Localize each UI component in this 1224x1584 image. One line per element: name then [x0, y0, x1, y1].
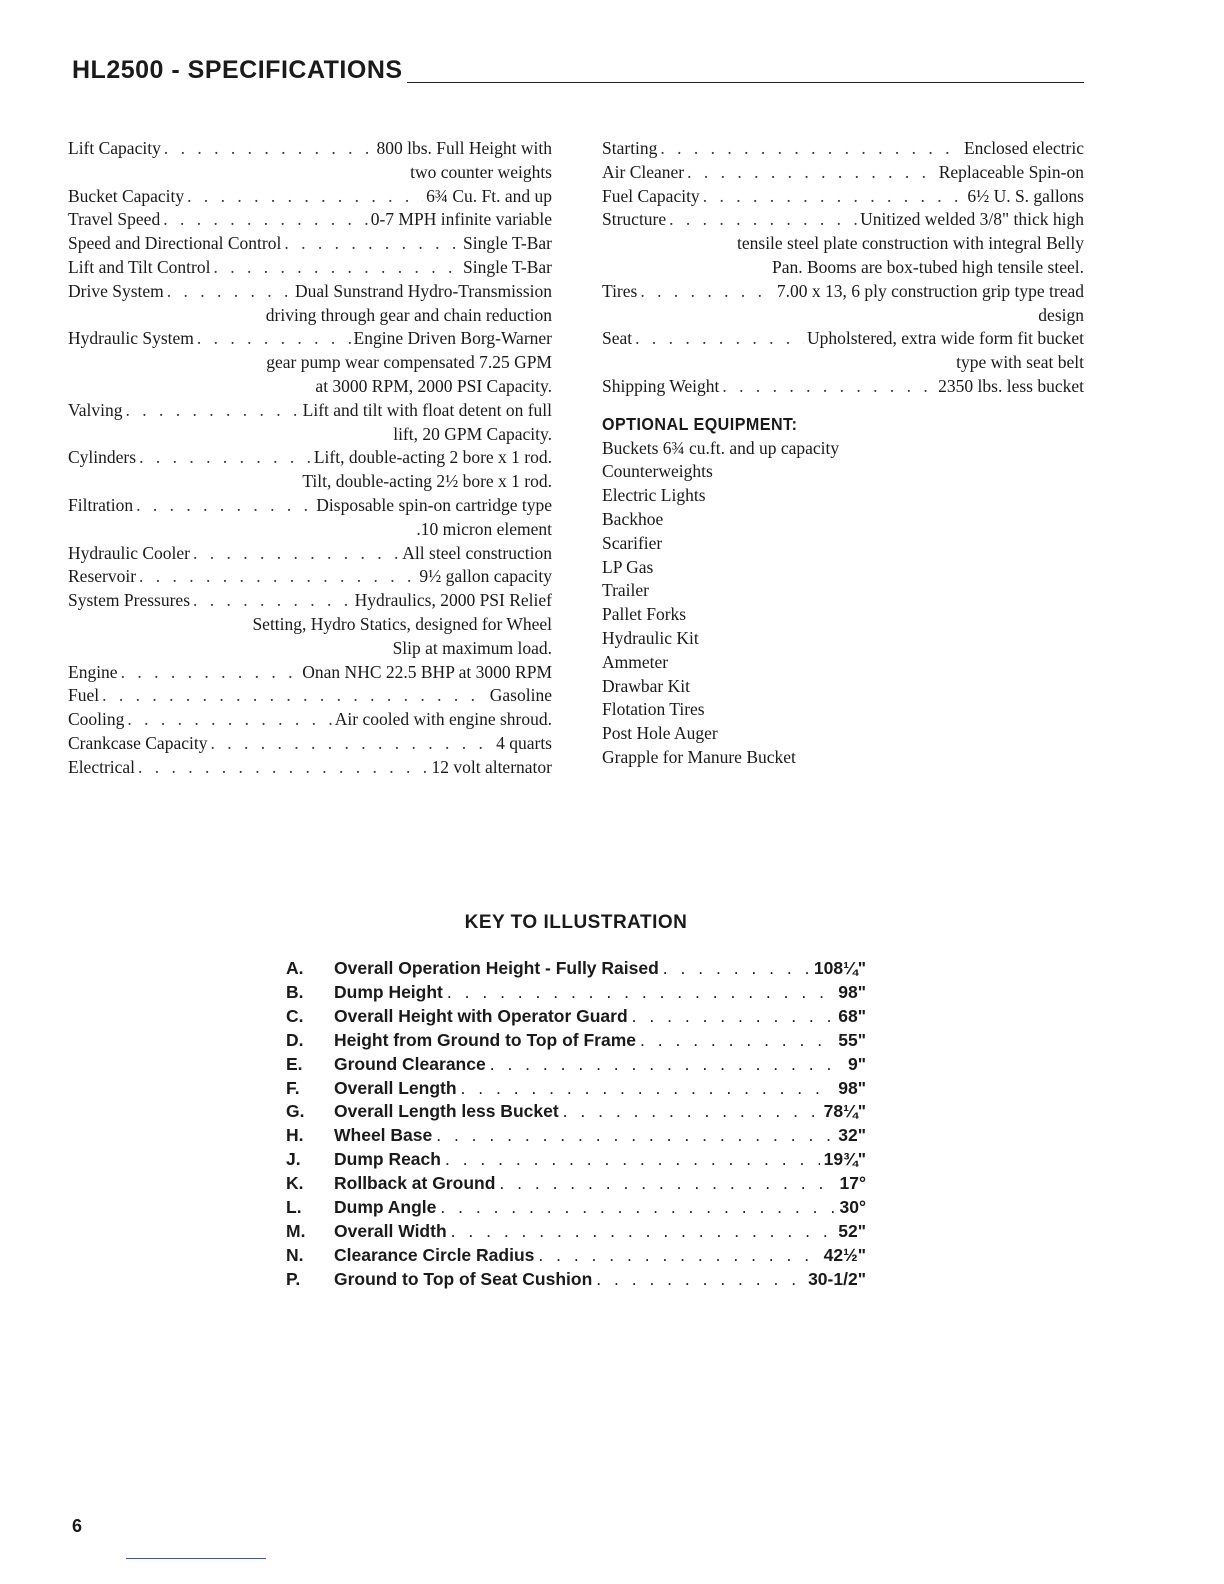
key-row	[286, 1124, 866, 1148]
spec-row	[68, 589, 552, 613]
spec-row	[68, 137, 552, 161]
spec-label: Lift and Tilt Control	[68, 256, 211, 277]
spec-value-continued: two counter weights	[410, 161, 552, 182]
spec-value-continued: Slip at maximum load.	[392, 637, 552, 658]
key-row	[286, 981, 866, 1005]
spec-row	[602, 185, 1084, 209]
spec-value: Gasoline	[489, 685, 552, 706]
spec-value: Upholstered, extra wide form fit bucket	[807, 328, 1084, 349]
optional-equipment-list	[602, 437, 1084, 770]
key-letter: L.	[286, 1197, 302, 1218]
spec-value: 7.00 x 13, 6 ply construction grip type tread	[776, 280, 1084, 301]
spec-value: Disposable spin-on cartridge type	[316, 494, 552, 515]
key-label: Overall Height with Operator Guard	[334, 1005, 628, 1026]
key-letter: N.	[286, 1244, 304, 1265]
spec-value: Enclosed electric	[963, 138, 1084, 158]
leader-dots	[538, 1244, 819, 1268]
optional-equipment-item: Scarifier	[602, 532, 663, 553]
spec-label: Seat	[602, 328, 633, 349]
leader-dots	[139, 446, 311, 470]
key-label: Dump Angle	[334, 1197, 437, 1218]
spec-value-continued: driving through gear and chain reduction	[265, 304, 552, 325]
spec-row	[602, 208, 1084, 232]
key-label: Overall Width	[334, 1220, 447, 1241]
leader-dots	[596, 1268, 804, 1292]
leader-dots	[436, 1124, 834, 1148]
key-letter: E.	[286, 1053, 303, 1074]
leader-dots	[499, 1172, 835, 1196]
key-label: Height from Ground to Top of Frame	[334, 1029, 637, 1050]
key-label: Ground Clearance	[334, 1053, 486, 1074]
spec-item	[68, 446, 552, 494]
leader-dots	[640, 280, 773, 304]
leader-dots	[213, 256, 460, 280]
spec-value: Air cooled with engine shroud.	[334, 709, 552, 730]
spec-item	[68, 756, 552, 780]
optional-equipment-item: LP Gas	[602, 556, 654, 577]
leader-dots	[197, 327, 351, 351]
spec-item	[68, 732, 552, 756]
optional-equipment-item: Grapple for Manure Bucket	[602, 746, 796, 767]
key-letter: A.	[286, 958, 304, 978]
spec-row	[602, 280, 1084, 304]
spec-item	[68, 661, 552, 685]
key-letter: B.	[286, 981, 304, 1002]
optional-equipment-item: Ammeter	[602, 651, 669, 672]
spec-label: Electrical	[68, 756, 136, 777]
spec-label: Drive System	[68, 280, 164, 301]
leader-dots	[635, 327, 804, 351]
key-letter: F.	[286, 1077, 300, 1098]
spec-row	[68, 708, 552, 732]
key-value: 98"	[838, 981, 866, 1002]
optional-equipment-item: Post Hole Auger	[602, 723, 718, 744]
key-value: 30°	[839, 1197, 866, 1218]
spec-item	[68, 542, 552, 566]
optional-equipment-item: Pallet Forks	[602, 604, 687, 625]
key-value: 108¼"	[813, 958, 866, 978]
spec-value-continued: type with seat belt	[956, 352, 1084, 373]
optional-equipment-item: Hydraulic Kit	[602, 627, 699, 648]
spec-row	[68, 684, 552, 708]
spec-value: Lift and tilt with float detent on full	[302, 399, 552, 420]
spec-item	[68, 399, 552, 447]
spec-item	[68, 684, 552, 708]
key-letter: K.	[286, 1173, 304, 1194]
spec-value-continued: lift, 20 GPM Capacity.	[393, 423, 552, 444]
spec-value: Replaceable Spin-on	[938, 161, 1084, 182]
key-letter: C.	[286, 1005, 304, 1026]
spec-row	[68, 232, 552, 256]
key-label: Overall Length less Bucket	[334, 1101, 559, 1122]
spec-item	[68, 232, 552, 256]
spec-value-continued: gear pump wear compensated 7.25 GPM	[266, 352, 552, 373]
spec-row	[602, 161, 1084, 185]
spec-value: All steel construction	[402, 542, 552, 563]
key-value: 9"	[847, 1053, 866, 1074]
spec-value: 6½ U. S. gallons	[967, 185, 1084, 206]
leader-dots	[563, 1100, 820, 1124]
key-label: Overall Operation Height - Fully Raised	[334, 958, 659, 978]
spec-label: Hydraulic Cooler	[68, 542, 190, 563]
spec-item	[602, 185, 1084, 209]
spec-value: 12 volt alternator	[431, 756, 552, 777]
optional-equipment-item: Flotation Tires	[602, 699, 705, 720]
leader-dots	[447, 981, 834, 1005]
spec-item	[602, 327, 1084, 375]
leader-dots	[187, 185, 423, 209]
spec-row	[68, 399, 552, 423]
spec-label: Hydraulic System	[68, 328, 194, 349]
spec-value: Onan NHC 22.5 BHP at 3000 RPM	[302, 661, 552, 682]
spec-label: Cooling	[68, 709, 125, 730]
key-value: 32"	[838, 1125, 866, 1146]
spec-label: Fuel	[68, 685, 100, 706]
spec-label: Engine	[68, 661, 118, 682]
spec-label: Shipping Weight	[602, 375, 720, 396]
spec-value: Dual Sunstrand Hydro-Transmission	[295, 280, 552, 301]
spec-item	[68, 494, 552, 542]
key-list	[286, 957, 866, 1292]
spec-label: Crankcase Capacity	[68, 732, 208, 753]
leader-dots	[669, 208, 857, 232]
leader-dots	[703, 185, 965, 209]
spec-row	[68, 256, 552, 280]
specs-right-list	[602, 137, 1084, 399]
leader-dots	[440, 1196, 835, 1220]
optional-equipment-heading: OPTIONAL EQUIPMENT:	[602, 413, 798, 434]
key-row	[286, 1220, 866, 1244]
spec-row	[68, 327, 552, 351]
spec-label: System Pressures	[68, 590, 191, 611]
leader-dots	[121, 661, 300, 685]
key-value: 78¼"	[823, 1101, 866, 1122]
specs-left-column	[68, 137, 552, 780]
spec-label: Air Cleaner	[602, 161, 685, 182]
key-label: Overall Length	[334, 1077, 457, 1098]
key-letter: J.	[286, 1149, 301, 1170]
leader-dots	[138, 756, 428, 780]
key-row	[286, 1077, 866, 1101]
spec-label: Structure	[602, 209, 667, 230]
key-label: Rollback at Ground	[334, 1173, 496, 1194]
spec-row	[68, 208, 552, 232]
spec-item	[68, 208, 552, 232]
key-value: 19¾"	[823, 1149, 866, 1170]
optional-equipment-item: Trailer	[602, 580, 649, 601]
spec-item	[602, 161, 1084, 185]
key-row	[286, 1268, 866, 1292]
spec-row	[68, 661, 552, 685]
key-row	[286, 1100, 866, 1124]
spec-value: Engine Driven Borg-Warner	[353, 328, 552, 349]
leader-dots	[640, 1029, 834, 1053]
page-header	[72, 56, 1084, 88]
spec-row	[68, 185, 552, 209]
optional-equipment-item: Buckets 6¾ cu.ft. and up capacity	[602, 437, 840, 458]
page-number: 6	[72, 1516, 83, 1536]
leader-dots	[461, 1077, 835, 1101]
spec-value: Hydraulics, 2000 PSI Relief	[354, 590, 552, 611]
specs-right-column	[602, 137, 1084, 770]
key-value: 30-1/2"	[808, 1268, 866, 1289]
leader-dots	[167, 280, 292, 304]
spec-row	[68, 494, 552, 518]
spec-value: 800 lbs. Full Height with	[376, 138, 552, 158]
spec-row	[602, 375, 1084, 399]
spec-value: 6¾ Cu. Ft. and up	[426, 185, 552, 206]
spec-row	[602, 327, 1084, 351]
spec-item	[602, 375, 1084, 399]
spec-item	[68, 327, 552, 398]
spec-label: Speed and Directional Control	[68, 233, 282, 254]
spec-item	[602, 208, 1084, 279]
spec-label: Fuel Capacity	[602, 185, 700, 206]
leader-dots	[102, 684, 487, 708]
spec-row	[602, 137, 1084, 161]
spec-value: 0-7 MPH infinite variable	[370, 209, 552, 230]
key-label: Dump Reach	[334, 1149, 441, 1170]
optional-equipment-item: Electric Lights	[602, 485, 706, 506]
leader-dots	[136, 494, 313, 518]
optional-equipment-item: Counterweights	[602, 461, 713, 482]
spec-label: Tires	[602, 280, 638, 301]
spec-value: Single T-Bar	[463, 233, 552, 254]
spec-row	[68, 732, 552, 756]
key-row	[286, 1005, 866, 1029]
footer-rule	[126, 1558, 266, 1559]
optional-equipment-item: Backhoe	[602, 508, 664, 529]
key-value: 17°	[839, 1173, 866, 1194]
spec-row	[68, 446, 552, 470]
spec-item	[68, 256, 552, 280]
spec-label: Bucket Capacity	[68, 185, 185, 206]
leader-dots	[163, 208, 368, 232]
leader-dots	[722, 375, 935, 399]
key-value: 52"	[838, 1220, 866, 1241]
spec-row	[68, 565, 552, 589]
leader-dots	[445, 1148, 820, 1172]
key-letter: M.	[286, 1220, 306, 1241]
leader-dots	[210, 732, 493, 756]
leader-dots	[687, 161, 936, 185]
key-value: 98"	[838, 1077, 866, 1098]
leader-dots	[125, 399, 299, 423]
spec-value-continued: .10 micron element	[416, 518, 552, 539]
leader-dots	[193, 542, 399, 566]
spec-item	[68, 280, 552, 328]
spec-value-continued: Pan. Booms are box-tubed high tensile steel.	[771, 256, 1084, 277]
key-row	[286, 1196, 866, 1220]
key-row	[286, 957, 866, 981]
leader-dots	[632, 1005, 835, 1029]
optional-equipment-item: Drawbar Kit	[602, 675, 690, 696]
leader-dots	[660, 137, 961, 161]
spec-item	[602, 137, 1084, 161]
key-letter: D.	[286, 1029, 304, 1050]
spec-value-continued: tensile steel plate construction with integral Belly	[737, 233, 1084, 254]
leader-dots	[164, 137, 374, 161]
key-label: Ground to Top of Seat Cushion	[334, 1268, 593, 1289]
leader-dots	[139, 565, 416, 589]
spec-value-continued: design	[1038, 304, 1084, 325]
spec-value: 4 quarts	[496, 732, 552, 753]
key-row	[286, 1172, 866, 1196]
spec-row	[68, 542, 552, 566]
spec-value: 2350 lbs. less bucket	[938, 375, 1084, 396]
key-row	[286, 1244, 866, 1268]
spec-value: Lift, double-acting 2 bore x 1 rod.	[313, 447, 552, 468]
spec-item	[602, 280, 1084, 328]
leader-dots	[284, 232, 460, 256]
spec-item	[68, 589, 552, 660]
spec-label: Travel Speed	[68, 209, 161, 230]
key-letter: P.	[286, 1268, 301, 1289]
spec-value-continued: at 3000 RPM, 2000 PSI Capacity.	[315, 375, 552, 396]
leader-dots	[451, 1220, 835, 1244]
leader-dots	[193, 589, 352, 613]
key-label: Clearance Circle Radius	[334, 1244, 535, 1265]
key-title: KEY TO ILLUSTRATION	[464, 912, 688, 933]
key-row	[286, 1029, 866, 1053]
key-value: 42½"	[823, 1244, 866, 1265]
spec-label: Cylinders	[68, 447, 137, 468]
spec-value: 9½ gallon capacity	[419, 566, 552, 587]
key-row	[286, 1053, 866, 1077]
spec-value: Unitized welded 3/8" thick high	[860, 209, 1084, 230]
spec-item	[68, 565, 552, 589]
leader-dots	[490, 1053, 844, 1077]
spec-value-continued: Tilt, double-acting 2½ bore x 1 rod.	[302, 471, 552, 492]
spec-item	[68, 137, 552, 185]
key-label: Wheel Base	[334, 1125, 433, 1146]
key-value: 68"	[838, 1005, 866, 1026]
spec-value: Single T-Bar	[463, 256, 552, 277]
key-row	[286, 1148, 866, 1172]
spec-label: Filtration	[68, 494, 134, 515]
key-letter: G.	[286, 1101, 305, 1122]
page-title: HL2500 - SPECIFICATIONS	[72, 56, 407, 85]
spec-label: Reservoir	[68, 566, 137, 587]
leader-dots	[663, 957, 810, 981]
spec-label: Starting	[602, 138, 658, 158]
spec-value-continued: Setting, Hydro Statics, designed for Wheel	[252, 613, 552, 634]
spec-label: Lift Capacity	[68, 138, 161, 158]
key-label: Dump Height	[334, 981, 443, 1002]
spec-item	[68, 708, 552, 732]
spec-item	[68, 185, 552, 209]
spec-row	[68, 280, 552, 304]
spec-label: Valving	[68, 399, 123, 420]
key-letter: H.	[286, 1125, 304, 1146]
spec-row	[68, 756, 552, 780]
key-value: 55"	[838, 1029, 866, 1050]
leader-dots	[127, 708, 331, 732]
